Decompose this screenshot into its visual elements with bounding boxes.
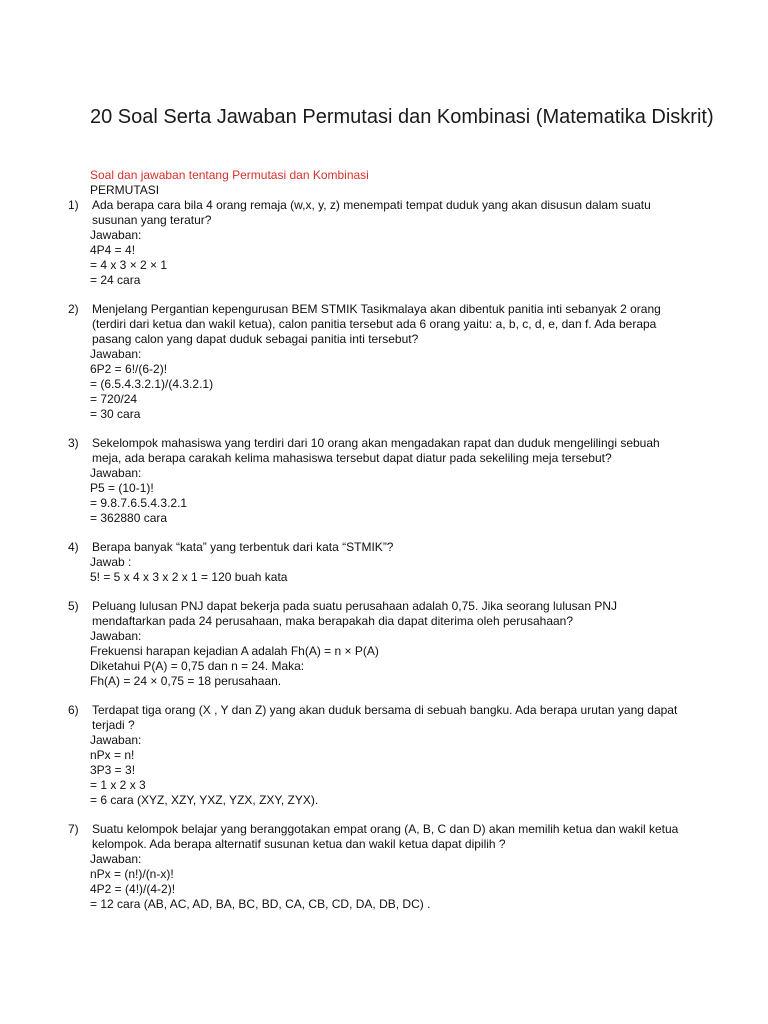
question-item bbox=[68, 540, 688, 585]
document-content bbox=[68, 168, 688, 926]
answer-line: = 720/24 bbox=[90, 392, 138, 406]
answer-block bbox=[90, 852, 688, 912]
answer-line: = 9.8.7.6.5.4.3.2.1 bbox=[90, 496, 188, 510]
question-number: 5) bbox=[68, 599, 79, 613]
question-number: 3) bbox=[68, 436, 79, 450]
question-text: Menjelang Pergantian kepengurusan BEM STMIK Tasikmalaya akan dibentuk panitia inti sebanyak 2 orang (terdiri dari ketua dan wakil ketua), calon panitia tersebut ada 6 orang yaitu: a, b, c, d, e, dan f. Ada berapa pasang calon yang dapat duduk sebagai panitia inti tersebut? bbox=[92, 302, 661, 346]
answer-line: nPx = (n!)/(n-x)! bbox=[90, 867, 174, 881]
question-number: 7) bbox=[68, 822, 79, 836]
question-item bbox=[68, 302, 688, 422]
section-heading: PERMUTASI bbox=[90, 183, 160, 197]
answer-line: 6P2 = 6!/(6-2)! bbox=[90, 362, 168, 376]
subtitle: Soal dan jawaban tentang Permutasi dan Kombinasi bbox=[90, 168, 369, 182]
question-text: Ada berapa cara bila 4 orang remaja (w,x, y, z) menempati tempat duduk yang akan disusun dalam suatu susunan yang teratur? bbox=[92, 198, 651, 227]
question-text: Berapa banyak “kata” yang terbentuk dari kata “STMIK”? bbox=[92, 540, 394, 554]
answer-line: Jawaban: bbox=[90, 733, 142, 747]
answer-block bbox=[90, 466, 688, 526]
answer-line: 3P3 = 3! bbox=[90, 763, 136, 777]
answer-line: = 6 cara (XYZ, XZY, YXZ, YZX, ZXY, ZYX). bbox=[90, 793, 319, 807]
question-text: Peluang lulusan PNJ dapat bekerja pada suatu perusahaan adalah 0,75. Jika seorang lulusan PNJ mendaftarkan pada 24 perusahaan, maka berapakah dia dapat diterima oleh perusahaan? bbox=[92, 599, 618, 628]
answer-line: Jawaban: bbox=[90, 629, 142, 643]
answer-line: = 362880 cara bbox=[90, 511, 168, 525]
question-text: Sekelompok mahasiswa yang terdiri dari 10 orang akan mengadakan rapat dan duduk mengelilingi sebuah meja, ada berapa carakah kelima mahasiswa tersebut dapat diatur pada sekeliling meja tersebut? bbox=[92, 436, 660, 465]
question-text: Terdapat tiga orang (X , Y dan Z) yang akan duduk bersama di sebuah bangku. Ada berapa urutan yang dapat terjadi ? bbox=[92, 703, 678, 732]
answer-line: = 1 x 2 x 3 bbox=[90, 778, 146, 792]
answer-line: Jawaban: bbox=[90, 347, 142, 361]
question-number: 1) bbox=[68, 198, 79, 212]
answer-line: = 30 cara bbox=[90, 407, 141, 421]
answer-line: Frekuensi harapan kejadian A adalah Fh(A) = n × P(A) bbox=[90, 644, 379, 658]
question-number: 2) bbox=[68, 302, 79, 316]
question-item bbox=[68, 599, 688, 689]
answer-block bbox=[90, 733, 688, 808]
answer-block bbox=[90, 228, 688, 288]
answer-line: 5! = 5 x 4 x 3 x 2 x 1 = 120 buah kata bbox=[90, 570, 288, 584]
answer-line: Jawab : bbox=[90, 555, 132, 569]
answer-line: 4P4 = 4! bbox=[90, 243, 136, 257]
question-text: Suatu kelompok belajar yang beranggotakan empat orang (A, B, C dan D) akan memilih ketua dan wakil ketua kelompok. Ada berapa alternatif susunan ketua dan wakil ketua dapat dipilih ? bbox=[92, 822, 679, 851]
question-number: 4) bbox=[68, 540, 79, 554]
answer-line: nPx = n! bbox=[90, 748, 135, 762]
answer-line: Jawaban: bbox=[90, 852, 142, 866]
answer-line: = 4 x 3 × 2 × 1 bbox=[90, 258, 168, 272]
page-title: 20 Soal Serta Jawaban Permutasi dan Kombinasi (Matematika Diskrit) bbox=[90, 106, 714, 128]
answer-line: P5 = (10-1)! bbox=[90, 481, 154, 495]
answer-line: 4P2 = (4!)/(4-2)! bbox=[90, 882, 176, 896]
answer-line: = 12 cara (AB, AC, AD, BA, BC, BD, CA, CB, CD, DA, DB, DC) . bbox=[90, 897, 431, 911]
answer-line: Diketahui P(A) = 0,75 dan n = 24. Maka: bbox=[90, 659, 305, 673]
question-item bbox=[68, 703, 688, 808]
question-item bbox=[68, 198, 688, 288]
answer-line: = 24 cara bbox=[90, 273, 141, 287]
answer-block bbox=[90, 347, 688, 422]
answer-line: Jawaban: bbox=[90, 228, 142, 242]
question-item bbox=[68, 822, 688, 912]
question-item bbox=[68, 436, 688, 526]
answer-line: Fh(A) = 24 × 0,75 = 18 perusahaan. bbox=[90, 674, 282, 688]
answer-line: Jawaban: bbox=[90, 466, 142, 480]
answer-block bbox=[90, 629, 688, 689]
answer-line: = (6.5.4.3.2.1)/(4.3.2.1) bbox=[90, 377, 214, 391]
answer-block bbox=[90, 555, 688, 585]
question-number: 6) bbox=[68, 703, 79, 717]
question-list bbox=[68, 198, 688, 912]
